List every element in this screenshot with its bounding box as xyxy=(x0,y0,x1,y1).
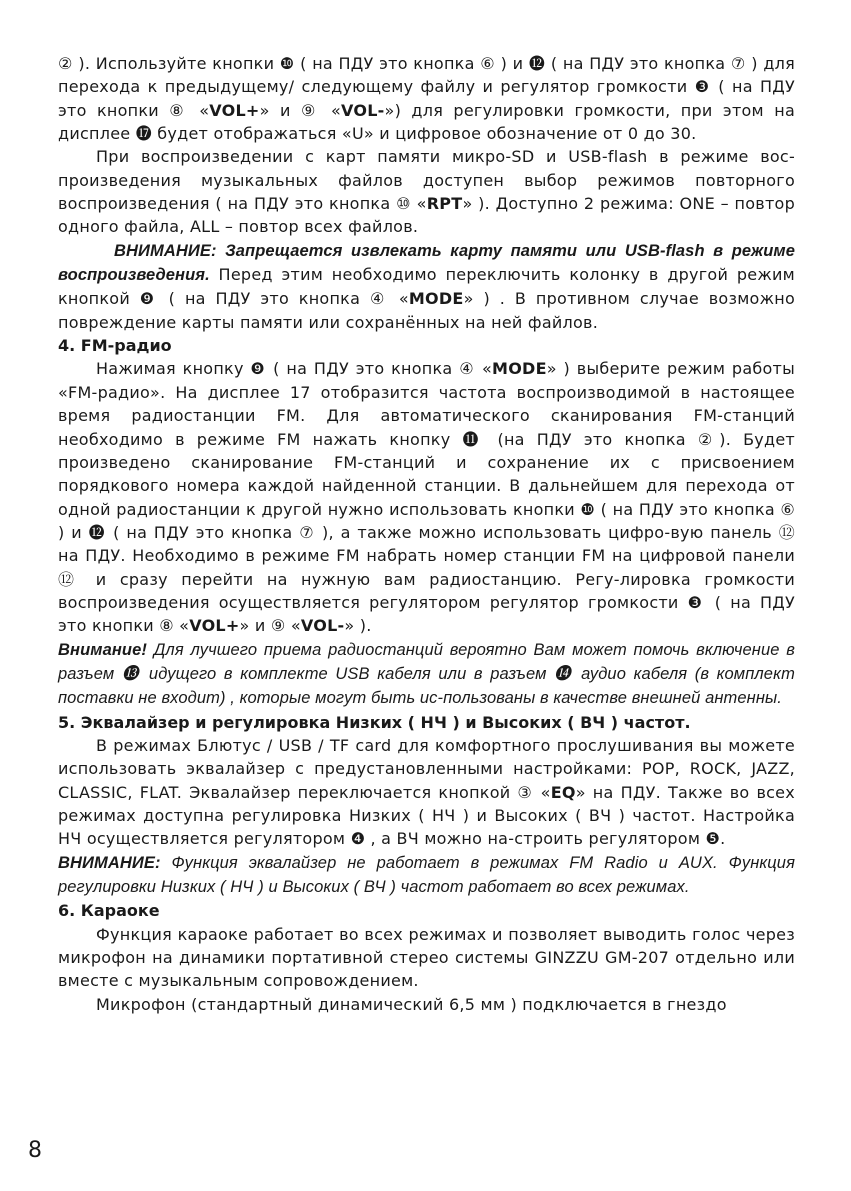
paragraph xyxy=(58,239,795,334)
text-run: Функция караоке работает во всех режимах и позволяет выводить голос через микрофон на динамики портативной стерео системы GINZZU GM-207 отдельно или вместе с музыкальным сопровождением. xyxy=(58,924,795,991)
emphasis-text: MODE xyxy=(408,289,464,309)
paragraph xyxy=(58,734,795,851)
text-run: Микрофон (стандартный динамический 6,5 мм ) подключается в гнездо xyxy=(96,994,727,1014)
paragraph xyxy=(58,145,795,238)
emphasis-text: MODE xyxy=(492,359,547,379)
text-run: » и ⑨ « xyxy=(259,100,341,120)
emphasis-text: ВНИМАНИЕ: xyxy=(58,853,161,872)
paragraph xyxy=(58,357,795,637)
paragraph xyxy=(58,993,795,1016)
paragraph xyxy=(58,923,795,993)
text-run: ② ). Используйте кнопки ❿ ( на ПДУ это кнопка ⑥ ) и ⓬ ( на ПДУ это кнопка ⑦ ) для перехода к предыдущему/ следующему файлу и регулятор громкости ❸ ( на ПДУ это кнопки ⑧ « xyxy=(58,54,796,120)
emphasis-text: VOL+ xyxy=(189,616,240,636)
emphasis-text: VOL- xyxy=(340,100,385,120)
text-run: » ). Доступно 2 режима: ONE – повтор одного файла, ALL – повтор всех файлов. xyxy=(58,194,795,237)
text-run: Перед этим необходимо переключить колонку в другой режим кнопкой ❾ ( на ПДУ это кнопка ④ « xyxy=(58,265,795,309)
emphasis-text: ВНИМАНИЕ: Запрещается извлекать карту памяти или USB-flash в режиме воспроизведения. xyxy=(58,241,795,285)
text-run: В режимах Блютус / USB / TF card для комфортного прослушивания вы можете использовать эквалайзер с предустановленными настройками: POP, ROCK, JAZZ, CLASSIC, FLAT. Эквалайзер переключается кнопкой ③ « xyxy=(58,735,795,802)
text-run: » и ⑨ « xyxy=(239,616,301,636)
section-heading: 4. FM-радио xyxy=(58,336,172,356)
text-run: » ) выберите режим работы «FM-радио». На дисплее 17 отобразится частота воспроизводимой в настоящее время радиостанции FM. Для автоматического сканирования FM-станций необходимо в режиме FM нажать кнопку ⓫ (на ПДУ это кнопка ②). Будет произведено сканирование FM-станций и сохранение их с присвоением порядкового номера каждой найденной станции. В дальнейшем для перехода от одной радиостанции к другой нужно использовать кнопки ❿ ( на ПДУ это кнопка ⑥ ) и ⓬ ( на ПДУ это кнопка ⑦ ), а также можно использовать цифро-вую панель ⑫ на ПДУ. Необходимо в режиме FM набрать номер станции FM на цифровой панели ⑫ и сразу перейти на нужную вам радиостанцию. Регу-лировка громкости воспроизведения осуществляется регулятором регулятор громкости ❸ ( на ПДУ это кнопки ⑧ « xyxy=(58,359,796,636)
emphasis-text: EQ xyxy=(550,782,576,802)
text-run: При воспроизведении с карт памяти микро-SD и USB-flash в режиме вос-произведения музыкальных файлов доступен выбор режимов повторного воспроизведения ( на ПДУ это кнопка ⑩ « xyxy=(58,147,795,214)
page-body xyxy=(58,52,795,1016)
emphasis-text: RPT xyxy=(426,194,463,214)
text-run: » ) . В противном случае возможно повреждение карты памяти или сохранённых на ней файлов. xyxy=(58,289,796,332)
emphasis-text: VOL- xyxy=(300,616,345,636)
paragraph xyxy=(58,851,795,900)
section-heading: 5. Эквалайзер и регулировка Низких ( НЧ ) и Высоких ( ВЧ ) частот. xyxy=(58,712,691,732)
page-number: 8 xyxy=(28,1138,42,1163)
emphasis-text: Для лучшего приема радиостанций вероятно Вам может помочь включение в разъем ⓭ идущего в комплекте USB кабеля или в разъем ⓮ аудио кабеля (в комплект поставки не входит) , которые могут быть ис-пользованы в качестве внешней антенны. xyxy=(58,640,795,708)
text-run: » на ПДУ. Также во всех режимах доступна регулировка Низких ( НЧ ) и Высоких ( ВЧ ) частот. Настройка НЧ осуществляется регулятором ❹ , а ВЧ можно на-строить регулятором ❺. xyxy=(58,782,795,849)
text-run: » ). xyxy=(344,616,372,636)
section-heading: 6. Караоке xyxy=(58,901,160,921)
text-run: Нажимая кнопку ❾ ( на ПДУ это кнопка ④ « xyxy=(96,359,493,379)
paragraph xyxy=(58,638,795,711)
text-run: ») для регулировки громкости, при этом на дисплее ⓱ будет отображаться «U» и цифровое обозначение от 0 до 30. xyxy=(58,100,795,144)
emphasis-text: Функция эквалайзер не работает в режимах FM Radio и AUX. Функция регулировки Низких ( НЧ ) и Высоких ( ВЧ ) частот работает во всех режимах. xyxy=(58,853,795,897)
emphasis-text: Внимание! xyxy=(58,640,147,659)
paragraph xyxy=(58,52,795,145)
emphasis-text: VOL+ xyxy=(209,100,260,120)
